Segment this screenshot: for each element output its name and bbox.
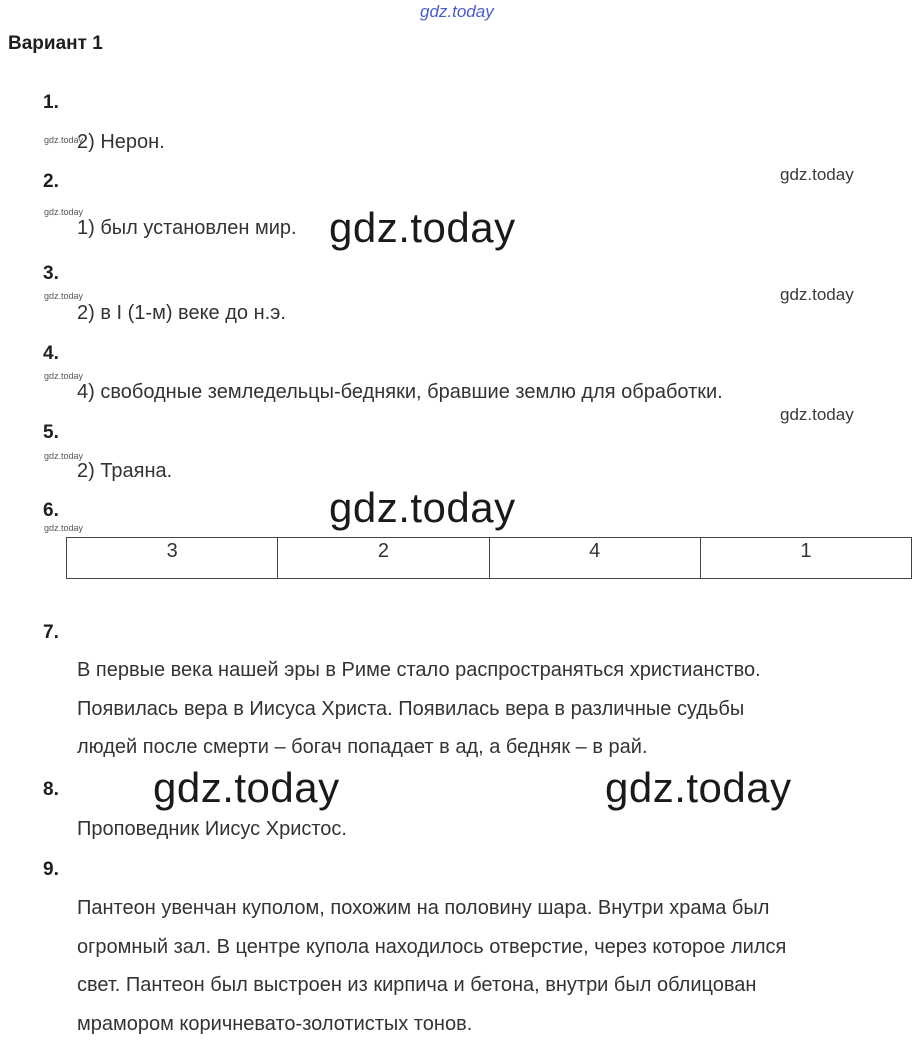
question-3-answer: 2) в I (1-м) веке до н.э. [77,302,286,324]
question-4-answer: 4) свободные земледельцы-бедняки, бравшие землю для обработки. [77,381,723,403]
question-7-number: 7. [43,622,59,643]
watermark-big: gdz.today [329,484,516,531]
table-cell: 2 [278,538,489,579]
table-cell: 3 [67,538,278,579]
question-1-number: 1. [43,92,59,113]
watermark-big: gdz.today [153,764,340,811]
question-9-paragraph [77,889,786,1043]
question-3-number: 3. [43,263,59,284]
question-9-number: 9. [43,859,59,880]
question-7-paragraph [77,651,761,767]
sequence-table [66,537,912,579]
question-5-answer: 2) Траяна. [77,460,173,482]
watermark-big: gdz.today [329,204,516,251]
watermark-tiny: gdz.today [44,451,84,461]
question-8-answer: Проповедник Иисус Христос. [77,818,347,840]
watermark-tiny: gdz.today [44,291,84,301]
question-1-answer: 2) Нерон. [77,131,165,153]
watermark-tiny: gdz.today [44,135,84,145]
watermark-small: gdz.today [780,405,854,424]
page-title: Вариант 1 [8,33,103,54]
paragraph-line: людей после смерти – богач попадает в ад, а бедняк – в рай. [77,736,648,758]
table-row [67,538,912,579]
watermark-top: gdz.today [420,2,494,21]
table-cell: 1 [700,538,911,579]
paragraph-line: Пантеон увенчан куполом, похожим на половину шара. Внутри храма был [77,897,770,919]
table-cell: 4 [489,538,700,579]
paragraph-line: Появилась вера в Иисуса Христа. Появилась вера в различные судьбы [77,697,745,720]
question-4-number: 4. [43,343,59,364]
paragraph-line: В первые века нашей эры в Риме стало распространяться христианство. [77,659,761,681]
question-6-number: 6. [43,500,59,521]
question-5-number: 5. [43,422,59,443]
watermark-tiny: gdz.today [44,207,84,217]
paragraph-line: мрамором коричневато-золотистых тонов. [77,1012,473,1035]
watermark-tiny: gdz.today [44,523,84,533]
question-8-number: 8. [43,779,59,800]
watermark-small: gdz.today [780,285,854,304]
paragraph-line: свет. Пантеон был выстроен из кирпича и бетона, внутри был облицован [77,974,757,996]
question-2-number: 2. [43,171,59,192]
paragraph-line: огромный зал. В центре купола находилось отверстие, через которое лился [77,935,787,958]
watermark-small: gdz.today [780,165,854,184]
watermark-big: gdz.today [605,764,792,811]
watermark-tiny: gdz.today [44,371,84,381]
question-2-answer: 1) был установлен мир. [77,217,297,239]
